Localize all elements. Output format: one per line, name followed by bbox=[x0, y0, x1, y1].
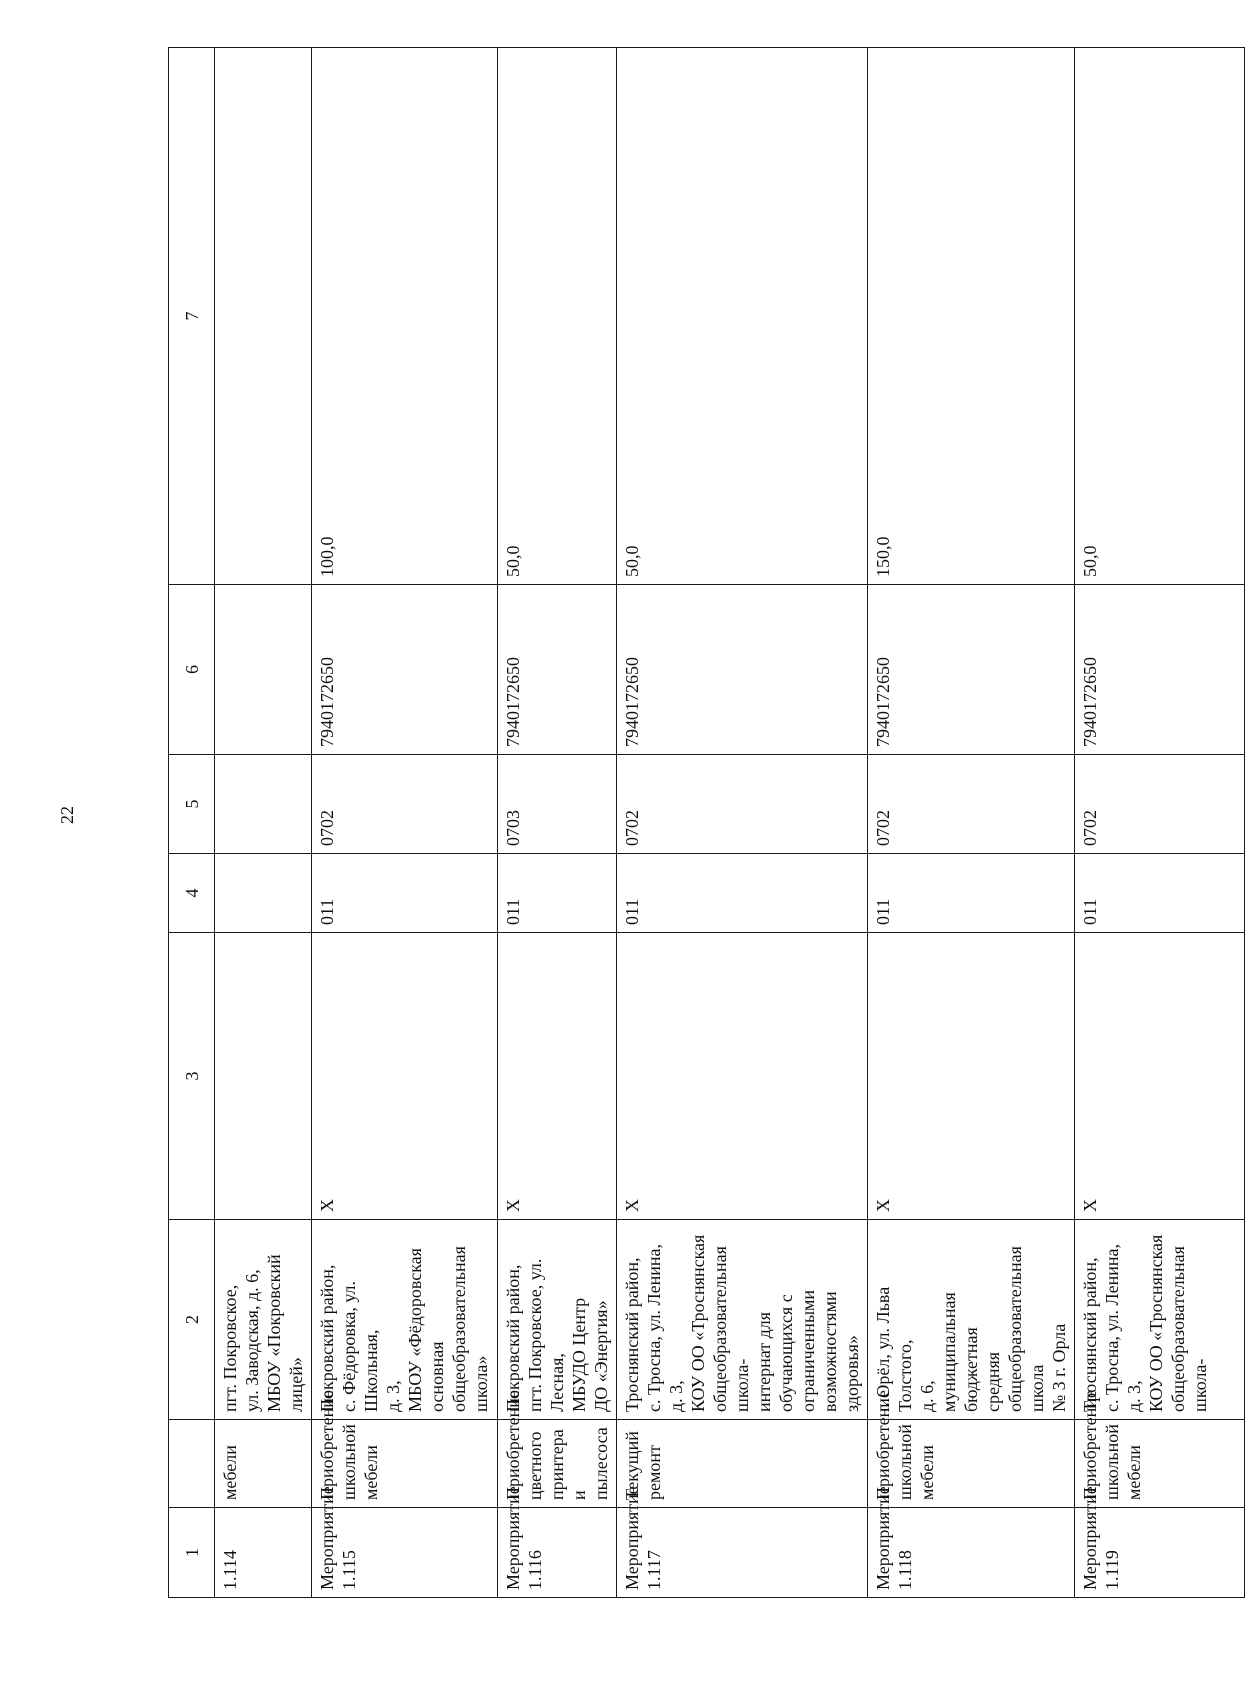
code-text: 7940172650 bbox=[1080, 657, 1100, 747]
address-text: Троснянский район, с. Тросна, ул. Ленина, д. 3, КОУ ОО «Троснянская общеобразовательная школа- интернат для обучающихся с ограниченными возможностями здоровья» bbox=[622, 1234, 862, 1412]
header-cell: 7 bbox=[169, 48, 215, 585]
column-3-cell bbox=[617, 933, 868, 1220]
address-text: г. Орёл, ул. Льва Толстого, д. 6, муниципальная бюджетная средняя общеобразовательная школа № 3 г. Орла bbox=[873, 1246, 1069, 1412]
address-cell bbox=[215, 1220, 312, 1420]
address-cell bbox=[312, 1220, 498, 1420]
column-3-cell bbox=[215, 933, 312, 1220]
code-text: 7940172650 bbox=[317, 657, 337, 747]
column-4-cell bbox=[617, 854, 868, 933]
column-5-text: 0703 bbox=[503, 810, 523, 846]
address-cell bbox=[1075, 1220, 1245, 1420]
item-number-cell bbox=[617, 1486, 868, 1598]
amount-text: 50,0 bbox=[503, 545, 523, 577]
header-cell: 2 bbox=[169, 1220, 215, 1420]
amount-text: 100,0 bbox=[317, 536, 337, 577]
code-text: 7940172650 bbox=[503, 657, 523, 747]
item-number-text: Мероприятие 1.117 bbox=[622, 1486, 664, 1590]
code-text: 7940172650 bbox=[622, 657, 642, 747]
table-body bbox=[169, 48, 1245, 1598]
column-3-text: Х bbox=[503, 1199, 523, 1212]
description-cell bbox=[498, 1390, 617, 1508]
column-4-cell bbox=[215, 854, 312, 933]
item-number-text: Мероприятие 1.119 bbox=[1080, 1486, 1122, 1590]
column-5-cell bbox=[215, 755, 312, 854]
code-text: 7940172650 bbox=[873, 657, 893, 747]
column-5-cell bbox=[1075, 755, 1245, 854]
code-cell bbox=[868, 585, 1075, 755]
column-4-text: 011 bbox=[873, 898, 893, 925]
item-number-text: Мероприятие 1.116 bbox=[503, 1486, 545, 1590]
item-number-text: 1.114 bbox=[220, 1550, 240, 1590]
column-5-cell bbox=[617, 755, 868, 854]
description-cell bbox=[1075, 1390, 1245, 1508]
table-row bbox=[617, 48, 868, 1598]
column-3-cell bbox=[1075, 933, 1245, 1220]
table-row bbox=[868, 48, 1075, 1598]
address-text: Троснянский район, с. Тросна, ул. Ленина, д. 3, КОУ ОО «Троснянская общеобразовательная школа- bbox=[1080, 1234, 1210, 1412]
description-cell bbox=[215, 1420, 312, 1508]
column-4-cell bbox=[498, 854, 617, 933]
address-text: пгт. Покровское, ул. Заводская, д. 6, МБОУ «Покровский лицей» bbox=[220, 1254, 306, 1412]
header-row bbox=[169, 48, 215, 1598]
description-text: Приобретение школьной мебели bbox=[317, 1390, 381, 1500]
header-cell: 1 bbox=[169, 1508, 215, 1598]
header-cell bbox=[169, 1420, 215, 1508]
address-cell bbox=[617, 1220, 868, 1420]
description-cell bbox=[868, 1390, 1075, 1508]
column-3-text: Х bbox=[317, 1199, 337, 1212]
address-cell bbox=[498, 1220, 617, 1420]
column-3-text: Х bbox=[622, 1199, 642, 1212]
amount-cell bbox=[617, 48, 868, 585]
header-cell: 3 bbox=[169, 933, 215, 1220]
column-4-cell bbox=[1075, 854, 1245, 933]
column-4-text: 011 bbox=[1080, 898, 1100, 925]
address-cell bbox=[868, 1220, 1075, 1420]
header-cell: 4 bbox=[169, 854, 215, 933]
description-cell bbox=[617, 1420, 868, 1508]
amount-cell bbox=[868, 48, 1075, 585]
description-text: Приобретение школьной мебели bbox=[873, 1390, 937, 1500]
address-text: Покровский район, с. Фёдоровка, ул. Школьная, д. 3, МБОУ «Фёдоровская основная общеобразовательная школа» bbox=[317, 1246, 491, 1412]
column-5-cell bbox=[312, 755, 498, 854]
column-5-text: 0702 bbox=[1080, 810, 1100, 846]
item-number-cell bbox=[215, 1508, 312, 1598]
description-text: Текущий ремонт bbox=[622, 1431, 664, 1500]
table-row bbox=[215, 48, 312, 1598]
header-cell: 5 bbox=[169, 755, 215, 854]
amount-cell bbox=[498, 48, 617, 585]
header-cell: 6 bbox=[169, 585, 215, 755]
column-3-cell bbox=[498, 933, 617, 1220]
description-text: мебели bbox=[220, 1445, 240, 1500]
amount-cell bbox=[1075, 48, 1245, 585]
description-text: Приобретение цветного принтера и пылесоса bbox=[503, 1390, 611, 1500]
table-row bbox=[498, 48, 617, 1598]
code-cell bbox=[312, 585, 498, 755]
amount-text: 150,0 bbox=[873, 536, 893, 577]
amount-text: 50,0 bbox=[622, 545, 642, 577]
item-number-cell bbox=[312, 1486, 498, 1598]
code-cell bbox=[1075, 585, 1245, 755]
amount-cell bbox=[215, 48, 312, 585]
code-cell bbox=[215, 585, 312, 755]
column-3-text: Х bbox=[873, 1199, 893, 1212]
amount-cell bbox=[312, 48, 498, 585]
column-5-text: 0702 bbox=[873, 810, 893, 846]
column-4-text: 011 bbox=[622, 898, 642, 925]
budget-table bbox=[168, 47, 1245, 1598]
address-text: Покровский район, пгт. Покровское, ул. Лесная, МБУДО Центр ДО «Энергия» bbox=[503, 1258, 611, 1412]
column-3-cell bbox=[868, 933, 1075, 1220]
item-number-cell bbox=[498, 1486, 617, 1598]
column-5-text: 0702 bbox=[622, 810, 642, 846]
item-number-text: Мероприятие 1.118 bbox=[873, 1486, 915, 1590]
amount-text: 50,0 bbox=[1080, 545, 1100, 577]
column-5-text: 0702 bbox=[317, 810, 337, 846]
code-cell bbox=[498, 585, 617, 755]
column-3-text: Х bbox=[1080, 1199, 1100, 1212]
table-row bbox=[1075, 48, 1245, 1598]
code-cell bbox=[617, 585, 868, 755]
column-3-cell bbox=[312, 933, 498, 1220]
description-cell bbox=[312, 1390, 498, 1508]
column-4-cell bbox=[312, 854, 498, 933]
rotated-table-container bbox=[168, 48, 1210, 1598]
item-number-text: Мероприятие 1.115 bbox=[317, 1486, 359, 1590]
column-5-cell bbox=[868, 755, 1075, 854]
item-number-cell bbox=[868, 1486, 1075, 1598]
column-4-cell bbox=[868, 854, 1075, 933]
table-row bbox=[312, 48, 498, 1598]
item-number-cell bbox=[1075, 1486, 1245, 1598]
column-5-cell bbox=[498, 755, 617, 854]
column-4-text: 011 bbox=[503, 898, 523, 925]
column-4-text: 011 bbox=[317, 898, 337, 925]
description-text: Приобретение школьной мебели bbox=[1080, 1390, 1144, 1500]
page-number: 22 bbox=[57, 806, 77, 824]
